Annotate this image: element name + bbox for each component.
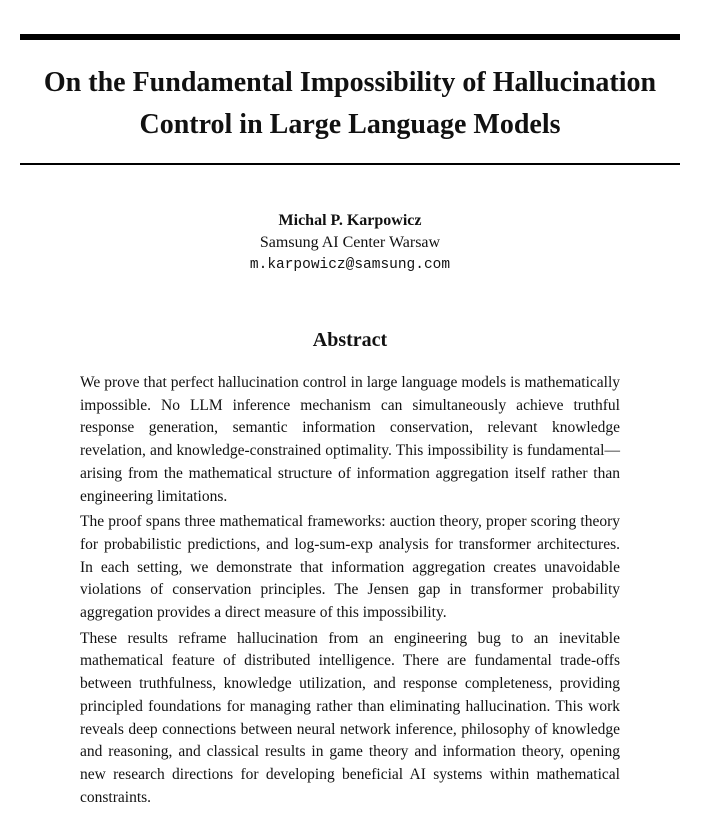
title-bottom-rule xyxy=(20,163,680,165)
abstract-paragraph: We prove that perfect hallucination control in large language models is mathematically impossible. No LLM inference mechanism can simultaneously achieve truthful response generation, semantic information conservation, relevant knowledge revelation, and knowledge-constrained optimality. This impossibility is fundamental—arising from the mathematical structure of information aggregation itself rather than engineering limitations. xyxy=(80,374,620,505)
abstract-body xyxy=(80,372,620,812)
author-affiliation: Samsung AI Center Warsaw xyxy=(259,234,441,251)
abstract-paragraph: These results reframe hallucination from an engineering bug to an inevitable mathematical feature of distributed intelligence. There are fundamental trade-offs between truthfulness, knowledge utilization, and response completeness, providing principled foundations for managing rather than eliminating hallucination. This work reveals deep connections between neural network inference, philosophy of knowledge and reasoning, and classical results in game theory and information theory, opening new research directions for developing beneficial AI systems within mathematical constraints. xyxy=(80,629,620,806)
author-block xyxy=(20,210,680,276)
author-email: m.karpowicz@samsung.com xyxy=(249,257,451,273)
author-name: Michal P. Karpowicz xyxy=(278,212,422,229)
title-top-rule xyxy=(20,34,680,40)
abstract-paragraph: The proof spans three mathematical frameworks: auction theory, proper scoring theory for probabilistic predictions, and log-sum-exp analysis for transformer architectures. In each setting, we demonstrate that information aggregation creates unavoidable violations of conservation principles. The Jensen gap in transformer probability aggregation provides a direct measure of this impossibility. xyxy=(80,513,620,622)
abstract-heading: Abstract xyxy=(312,329,388,351)
paper-title: On the Fundamental Impossibility of Hallucination Control in Large Language Models xyxy=(43,67,657,140)
